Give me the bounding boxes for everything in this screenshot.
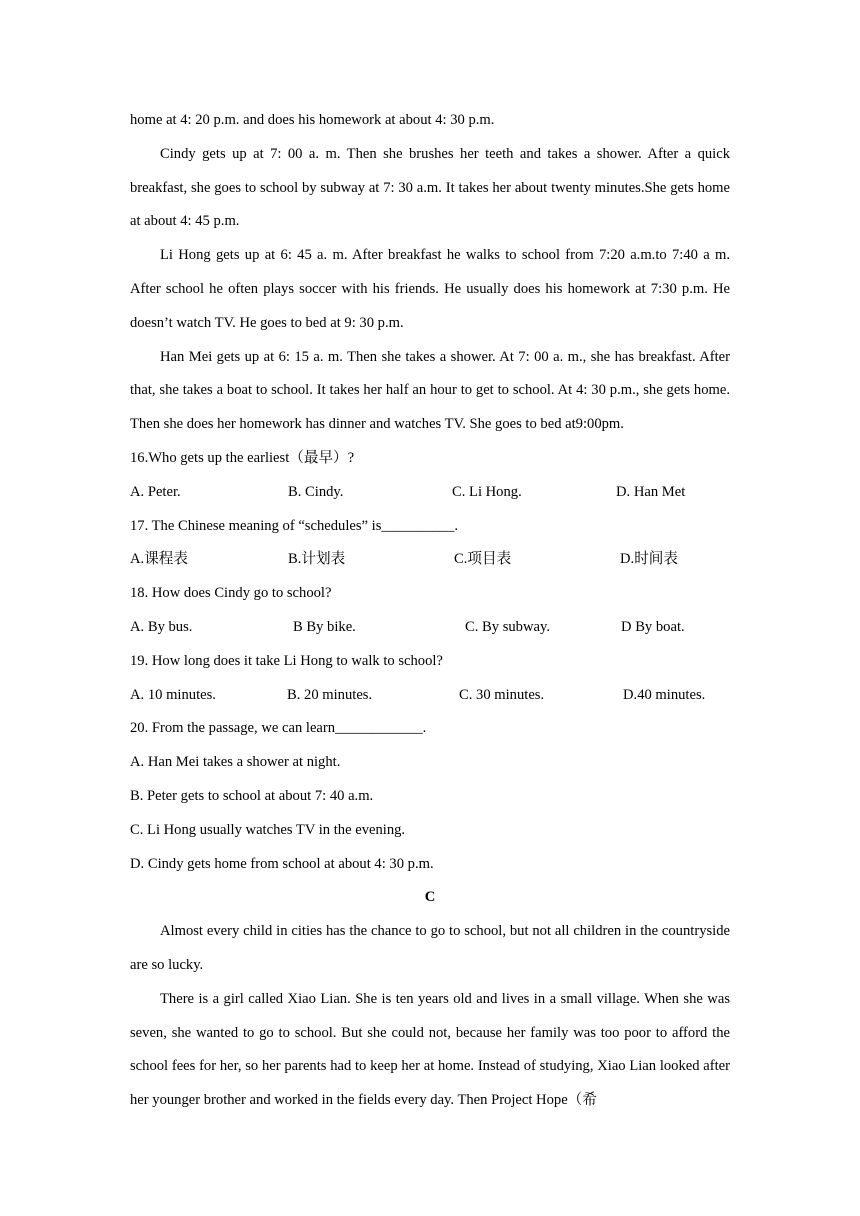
option-d: D. Han Met [616, 483, 686, 500]
question-20-stem: 20. From the passage, we can learn____________. [130, 720, 427, 737]
section-c-paragraph-2: There is a girl called Xiao Lian. She is ten years old and lives in a small village. When she was seven, she wanted to go to school. But she could not, because her family was too poor to afford the school fees for her, so her parents had to keep her at home. Instead of studying, Xiao Lian looked after her younger brother and worked in the fields every day. Then Project Hope（希 [130, 990, 730, 1109]
question-17-stem: 17. The Chinese meaning of “schedules” is__________. [130, 517, 459, 534]
option-a: A. Han Mei takes a shower at night. [130, 754, 341, 771]
option-a: A.课程表 [130, 551, 188, 568]
option-b: B. 20 minutes. [287, 686, 373, 703]
option-c: C.项目表 [454, 551, 512, 568]
option-b: B. Cindy. [288, 483, 344, 500]
section-c-heading: C [424, 889, 436, 906]
option-c: C. 30 minutes. [459, 686, 545, 703]
paragraph-cindy: Cindy gets up at 7: 00 a. m. Then she brushes her teeth and takes a shower. After a quick breakfast, she goes to school by subway at 7: 30 a.m. It takes her about twenty minutes.She gets home at about 4: 45 p.m. [130, 145, 730, 230]
section-c-paragraph-1: Almost every child in cities has the chance to go to school, but not all children in the countryside are so lucky. [130, 923, 730, 973]
option-a: A. By bus. [130, 618, 193, 635]
option-a: A. 10 minutes. [130, 686, 216, 703]
option-c: C. By subway. [465, 618, 550, 635]
option-d: D.时间表 [620, 551, 678, 568]
paragraph-han-mei: Han Mei gets up at 6: 15 a. m. Then she takes a shower. At 7: 00 a. m., she has breakfast. After that, she takes a boat to school. It takes her half an hour to get to school. At 4: 30 p.m., she gets home. Then she does her homework has dinner and watches TV. She goes to bed at9:00pm. [130, 348, 730, 433]
question-19-stem: 19. How long does it take Li Hong to walk to school? [130, 652, 443, 669]
option-a: A. Peter. [130, 483, 181, 500]
option-b: B.计划表 [288, 551, 346, 568]
question-18-stem: 18. How does Cindy go to school? [130, 585, 332, 602]
question-19-options [130, 679, 730, 713]
paragraph-li-hong: Li Hong gets up at 6: 45 a. m. After breakfast he walks to school from 7:20 a.m.to 7:40 a m. After school he often plays soccer with his friends. He usually does his homework at 7:30 p.m. He doesn’t watch TV. He goes to bed at 9: 30 p.m. [130, 247, 730, 331]
question-17-options [130, 543, 730, 577]
option-b: B. Peter gets to school at about 7: 40 a.m. [130, 787, 374, 804]
option-b: B By bike. [293, 618, 356, 635]
passage-b-tail: home at 4: 20 p.m. and does his homework at about 4: 30 p.m. [130, 112, 495, 128]
question-16-stem: 16.Who gets up the earliest（最早）? [130, 449, 355, 466]
option-c: C. Li Hong. [452, 483, 522, 500]
document-page [130, 104, 730, 1118]
option-d: D. Cindy gets home from school at about 4: 30 p.m. [130, 855, 434, 872]
option-c: C. Li Hong usually watches TV in the evening. [130, 821, 406, 838]
question-18-options [130, 611, 730, 645]
option-d: D By boat. [621, 618, 685, 635]
option-d: D.40 minutes. [623, 686, 706, 703]
question-16-options [130, 476, 730, 510]
